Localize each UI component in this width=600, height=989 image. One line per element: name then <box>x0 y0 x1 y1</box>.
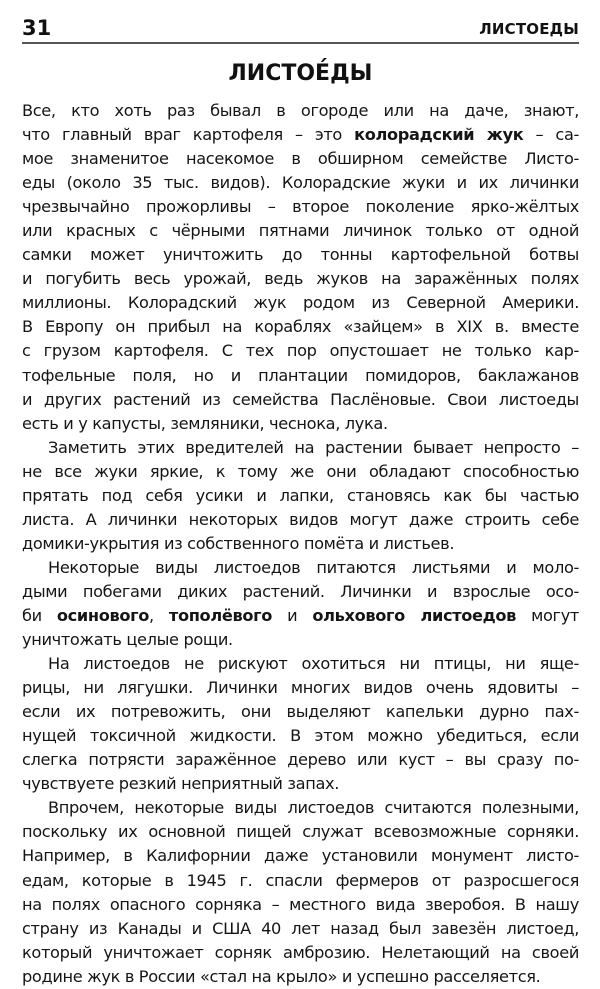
article-title: ЛИСТОЕ́ДЫ <box>228 61 373 86</box>
text-line: рицы, ни лягушки. Личинки многих видов очень ядовиты – <box>22 678 579 698</box>
text-line: дыми побегами диких растений. Личинки и взрослые осо- <box>22 581 579 601</box>
text-line: чувствуете резкий неприятный запах. <box>22 774 340 794</box>
text-line: если их потревожить, они выделяют капельки дурно пах- <box>22 702 579 722</box>
bold-term: колорадский жук <box>354 125 524 145</box>
text-line: не все жуки яркие, к тому же они обладают способностью <box>22 461 579 481</box>
text-line: самки может уничтожить до тонны картофельной ботвы <box>22 245 579 265</box>
text-line: или красных с чёрными пятнами личинок только от одной <box>22 221 579 241</box>
text-line: прятать под себя усики и лапки, становясь как бы частью <box>22 485 579 505</box>
text-line: слегка потрясти заражённое дерево или куст – вы сразу по- <box>22 750 579 770</box>
paragraph <box>22 796 579 988</box>
text-line: миллионы. Колорадский жук родом из Северной Америки. <box>22 293 579 313</box>
paragraph <box>22 99 579 436</box>
text-line: поскольку их основной пищей служат всевозможные сорняки. <box>22 822 579 842</box>
bold-term: ольхового листоедов <box>312 605 517 625</box>
text-line: би осинового, тополёвого и ольхового листоедов могут <box>22 605 579 625</box>
text-line: Все, кто хоть раз бывал в огороде или на даче, знают, <box>22 101 579 120</box>
text-line: Например, в Калифорнии даже установили монумент листо- <box>22 846 579 866</box>
text-line: еды (около 35 тыс. видов). Колорадские жуки и их личинки <box>22 173 579 193</box>
text-line: чрезвычайно прожорливы – второе поколение ярко-жёлтых <box>22 197 579 217</box>
bold-term: тополёвого <box>168 605 273 625</box>
text-line: мое знаменитое насекомое в обширном семействе Листо- <box>22 149 579 169</box>
text-line: тофельные поля, но и плантации помидоров, баклажанов <box>22 365 579 385</box>
text-line: с грузом картофеля. С тех пор опустошает не только кар- <box>22 341 579 361</box>
running-header <box>22 16 579 44</box>
paragraph <box>22 436 579 556</box>
text-line: и других растений из семейства Паслёновые. Свои листоеды <box>22 389 579 409</box>
text-line: домики-укрытия из собственного помёта и листьев. <box>22 533 455 553</box>
article-body <box>22 99 579 989</box>
text-line: есть и у капусты, земляники, чеснока, лука. <box>22 413 388 433</box>
text-line: уничтожать целые рощи. <box>22 630 233 650</box>
text-line: нущей токсичной жидкости. В этом можно убедиться, если <box>22 726 579 746</box>
page-number: 31 <box>22 16 52 40</box>
text-line: В Европу он прибыл на кораблях «зайцем» в XIX в. вместе <box>22 317 579 337</box>
text-line: и погубить весь урожай, ведь жуков на заражённых полях <box>22 269 579 289</box>
text-line: который уничтожает сорняк амброзию. Нелетающий на своей <box>22 942 579 962</box>
text-line: едам, которые в 1945 г. спасли фермеров от разросшегося <box>22 870 579 890</box>
text-line: Заметить этих вредителей на растении бывает непросто – <box>48 437 579 457</box>
bold-term: осинового <box>56 605 150 625</box>
text-line: родине жук в России «стал на крыло» и успешно расселяется. <box>22 966 541 986</box>
text-line: На листоедов не рискуют охотиться ни птицы, ни яще- <box>48 654 579 674</box>
paragraph <box>22 556 579 652</box>
text-line: на полях опасного сорняка – местного вида зверобоя. В нашу <box>22 894 579 914</box>
paragraph <box>22 652 579 796</box>
text-line: что главный враг картофеля – это колорадский жук – са- <box>22 125 580 145</box>
text-line: страну из Канады и США 40 лет назад был завезён листоед, <box>22 918 579 938</box>
running-title: ЛИСТОЕДЫ <box>479 20 579 38</box>
text-line: Некоторые виды листоедов питаются листьями и моло- <box>48 557 579 577</box>
text-line: листа. А личинки некоторых видов могут даже строить себе <box>22 509 579 529</box>
text-line: Впрочем, некоторые виды листоедов считаются полезными, <box>48 798 579 818</box>
